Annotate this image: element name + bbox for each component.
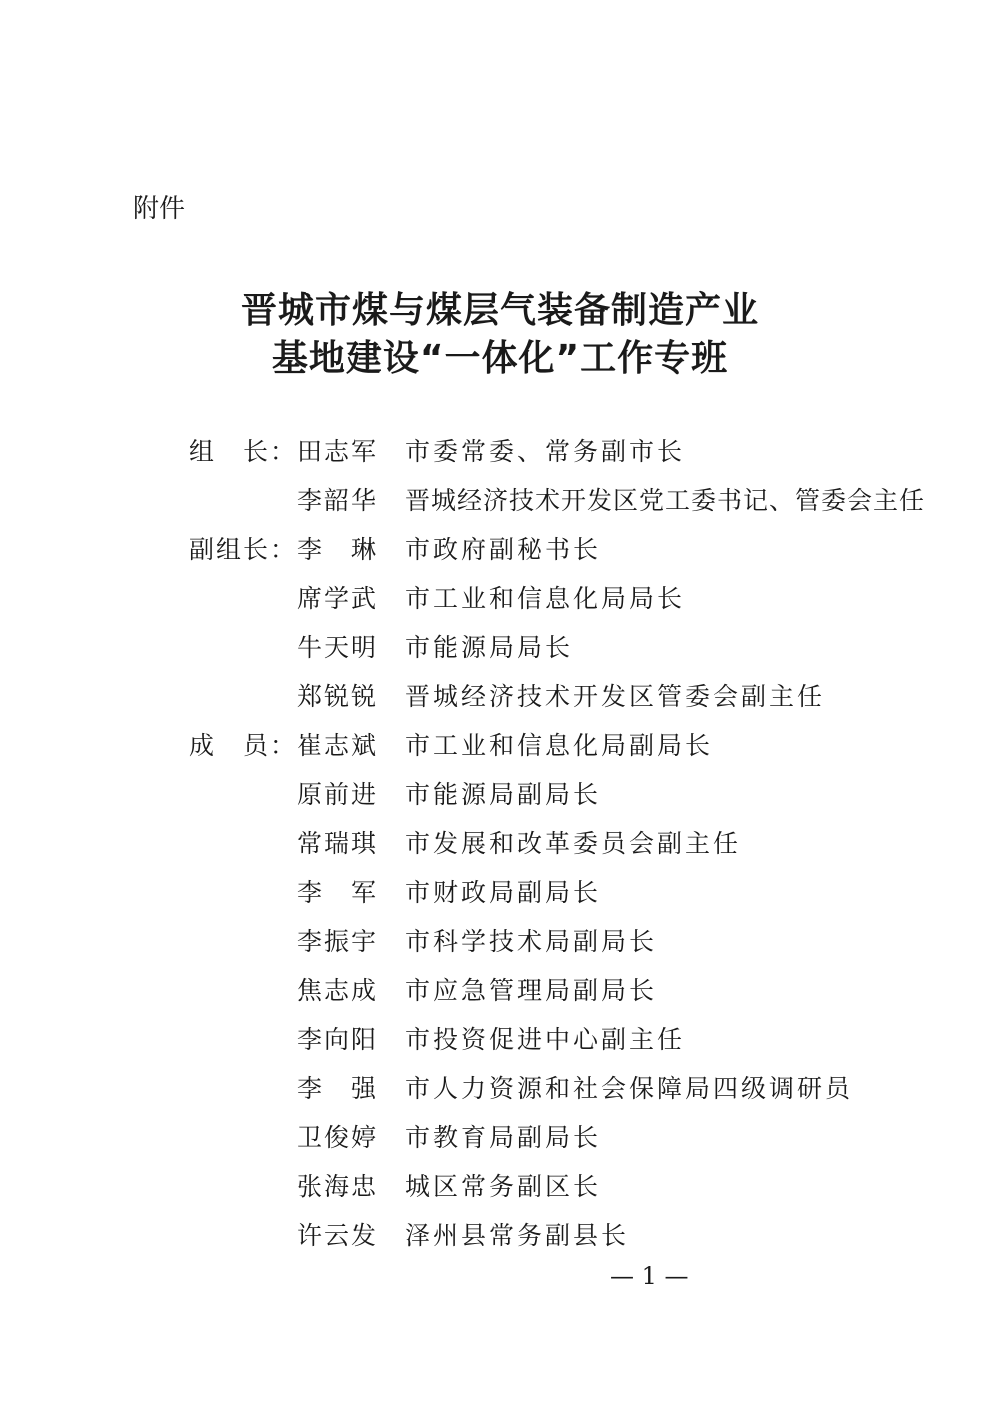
member-name: 李 琳 (297, 535, 379, 564)
member-name: 李韶华 (297, 486, 379, 515)
member-duty: 市能源局副局长 (405, 780, 602, 809)
member-name: 牛天明 (297, 633, 379, 662)
member-name: 席学武 (297, 584, 379, 613)
member-row (0, 481, 1000, 521)
member-role: 副组长： (189, 535, 298, 564)
member-duty: 市政府副秘书长 (405, 535, 602, 564)
member-row (0, 579, 1000, 619)
page-number: — 1 — (610, 1262, 689, 1290)
document-title-line-2: 基地建设“一体化”工作专班 (271, 338, 729, 379)
member-duty: 晋城经济技术开发区党工委书记、管委会主任 (405, 486, 926, 515)
member-duty: 市投资促进中心副主任 (405, 1025, 686, 1054)
member-row (0, 1118, 1000, 1158)
member-duty: 市工业和信息化局副局长 (405, 731, 714, 760)
member-row (0, 1069, 1000, 1109)
member-row (0, 873, 1000, 913)
member-row (0, 971, 1000, 1011)
member-row (0, 922, 1000, 962)
member-row (0, 775, 1000, 815)
member-row (0, 726, 1000, 766)
attachment-label: 附件 (133, 194, 186, 224)
member-name: 常瑞琪 (297, 829, 379, 858)
member-duty: 泽州县常务副县长 (405, 1221, 630, 1250)
member-name: 卫俊婷 (297, 1123, 379, 1152)
member-duty: 市工业和信息化局局长 (405, 584, 686, 613)
member-duty: 市应急管理局副局长 (405, 976, 658, 1005)
member-row (0, 677, 1000, 717)
member-row (0, 824, 1000, 864)
member-duty: 市发展和改革委员会副主任 (405, 829, 742, 858)
member-row (0, 628, 1000, 668)
member-name: 李向阳 (297, 1025, 379, 1054)
member-name: 许云发 (297, 1221, 379, 1250)
member-duty: 市委常委、常务副市长 (405, 437, 686, 466)
member-name: 李 军 (297, 878, 379, 907)
member-duty: 市财政局副局长 (405, 878, 602, 907)
member-duty: 市科学技术局副局长 (405, 927, 658, 956)
member-name: 崔志斌 (297, 731, 379, 760)
member-role: 成 员： (189, 731, 298, 760)
member-row (0, 432, 1000, 472)
member-name: 李振宇 (297, 927, 379, 956)
member-row (0, 1020, 1000, 1060)
member-duty: 晋城经济技术开发区管委会副主任 (405, 682, 826, 711)
member-name: 焦志成 (297, 976, 379, 1005)
member-duty: 市能源局局长 (405, 633, 574, 662)
member-role: 组 长： (189, 437, 298, 466)
member-row (0, 1216, 1000, 1256)
member-name: 郑锐锐 (297, 682, 379, 711)
member-name: 田志军 (297, 437, 379, 466)
member-duty: 城区常务副区长 (405, 1172, 602, 1201)
member-name: 原前进 (297, 780, 379, 809)
member-duty: 市教育局副局长 (405, 1123, 602, 1152)
member-name: 李 强 (297, 1074, 379, 1103)
document-title-line-1: 晋城市煤与煤层气装备制造产业 (240, 290, 759, 331)
member-duty: 市人力资源和社会保障局四级调研员 (405, 1074, 854, 1103)
member-row (0, 530, 1000, 570)
member-name: 张海忠 (297, 1172, 379, 1201)
member-row (0, 1167, 1000, 1207)
